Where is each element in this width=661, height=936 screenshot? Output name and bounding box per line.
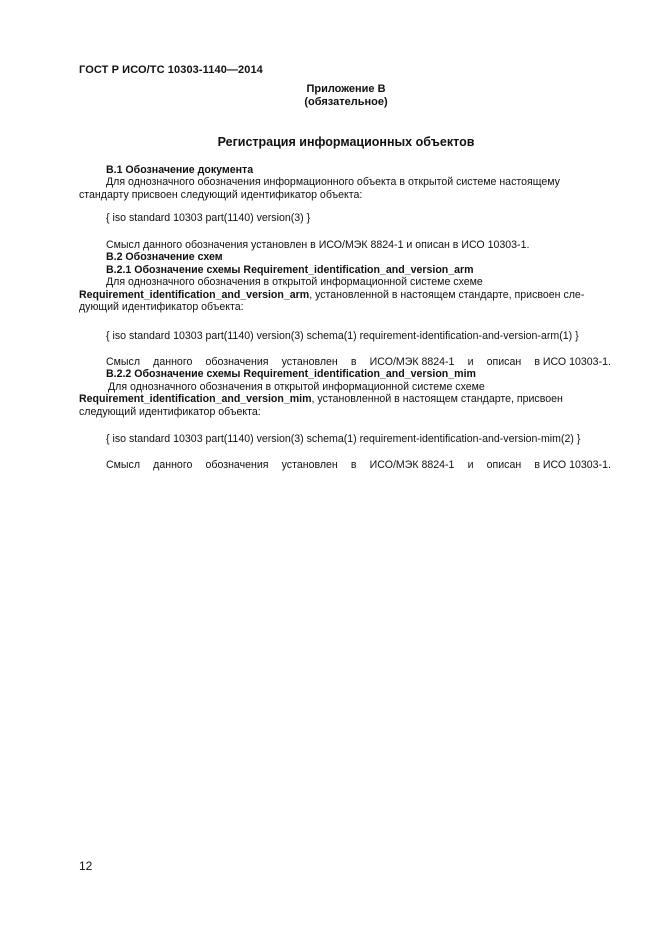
section-b1-heading: В.1 Обозначение документа	[106, 164, 254, 176]
section-b21-meaning	[79, 356, 611, 368]
section-b22-paragraph-line2-rest: , установленной в настоящем стандарте, присвоен	[311, 393, 563, 406]
standard-designation: ГОСТ Р ИСО/ТС 10303-1140—2014	[79, 64, 263, 76]
section-b1-paragraph-line2: стандарту присвоен следующий идентификатор объекта:	[79, 188, 363, 201]
meaning-word: в ИСО 10303-1.	[534, 459, 611, 471]
meaning-word: установлен	[281, 356, 338, 368]
section-b21-identifier-block	[79, 330, 611, 342]
annex-status: (обязательное)	[304, 96, 388, 108]
section-b1-paragraph-line1: Для однозначного обозначения информационного объекта в открытой системе настоящему	[106, 176, 560, 189]
meaning-word: в	[350, 356, 357, 368]
section-b22-identifier: { iso standard 10303 part(1140) version(3) schema(1) requirement-identification-and-version-mim(2) }	[106, 433, 581, 445]
meaning-word: Смысл	[106, 459, 141, 471]
meaning-word: в	[350, 459, 357, 471]
annex-heading	[0, 83, 661, 109]
section-b1-identifier-block	[79, 212, 611, 224]
section-b22-heading: В.2.2 Обозначение схемы Requirement_identification_and_version_mim	[106, 368, 476, 381]
section-b21-heading: В.2.1 Обозначение схемы Requirement_identification_and_version_arm	[106, 263, 474, 276]
section-b2-heading: В.2 Обозначение схем	[106, 251, 223, 264]
page-number: 12	[79, 859, 93, 873]
annex-label: Приложение В	[306, 83, 386, 95]
schema-name-mim: Requirement_identification_and_version_mim	[79, 393, 312, 406]
meaning-word: обозначения	[205, 356, 269, 368]
section-b21-b22-block	[79, 356, 611, 418]
meaning-word: данного	[153, 459, 193, 471]
section-b22-meaning	[79, 459, 611, 471]
meaning-word: ИСО/МЭК 8824-1	[369, 459, 455, 471]
section-b22-meaning-block	[79, 459, 611, 471]
meaning-word: и	[467, 459, 474, 471]
section-b21-paragraph-line2	[79, 289, 611, 301]
annex-title: Регистрация информационных объектов	[217, 135, 475, 149]
section-b21-paragraph-line1: Для однозначного обозначения в открытой информационной системе схеме	[106, 276, 483, 289]
section-b22-identifier-block	[79, 433, 611, 445]
section-b21-identifier: { iso standard 10303 part(1140) version(3) schema(1) requirement-identification-and-version-arm(1) }	[106, 330, 579, 342]
meaning-word: и	[467, 356, 474, 368]
section-b1-meaning: Смысл данного обозначения установлен в ИСО/МЭК 8824-1 и описан в ИСО 10303-1.	[106, 239, 530, 251]
schema-name-arm: Requirement_identification_and_version_arm	[79, 288, 310, 301]
meaning-word: описан	[486, 356, 522, 368]
meaning-word: Смысл	[106, 356, 141, 368]
section-b22-paragraph-line3: следующий идентификатор объекта:	[79, 405, 261, 418]
section-b1-b2-block	[79, 239, 611, 313]
section-b21-paragraph-line2-rest: , установленной в настоящем стандарте, присвоен сле-	[309, 288, 585, 301]
section-b21-paragraph-line3: дующий идентификатор объекта:	[79, 301, 244, 314]
section-b22-paragraph-line1: Для однозначного обозначения в открытой информационной системе схеме	[108, 380, 485, 393]
section-b1	[79, 164, 611, 201]
meaning-word: в ИСО 10303-1.	[534, 356, 611, 368]
meaning-word: данного	[153, 356, 193, 368]
meaning-word: описан	[486, 459, 522, 471]
section-b22-paragraph-line2	[79, 393, 611, 405]
meaning-word: обозначения	[205, 459, 269, 471]
meaning-word: ИСО/МЭК 8824-1	[369, 356, 455, 368]
meaning-word: установлен	[281, 459, 338, 471]
section-b1-identifier: { iso standard 10303 part(1140) version(3) }	[106, 212, 311, 224]
